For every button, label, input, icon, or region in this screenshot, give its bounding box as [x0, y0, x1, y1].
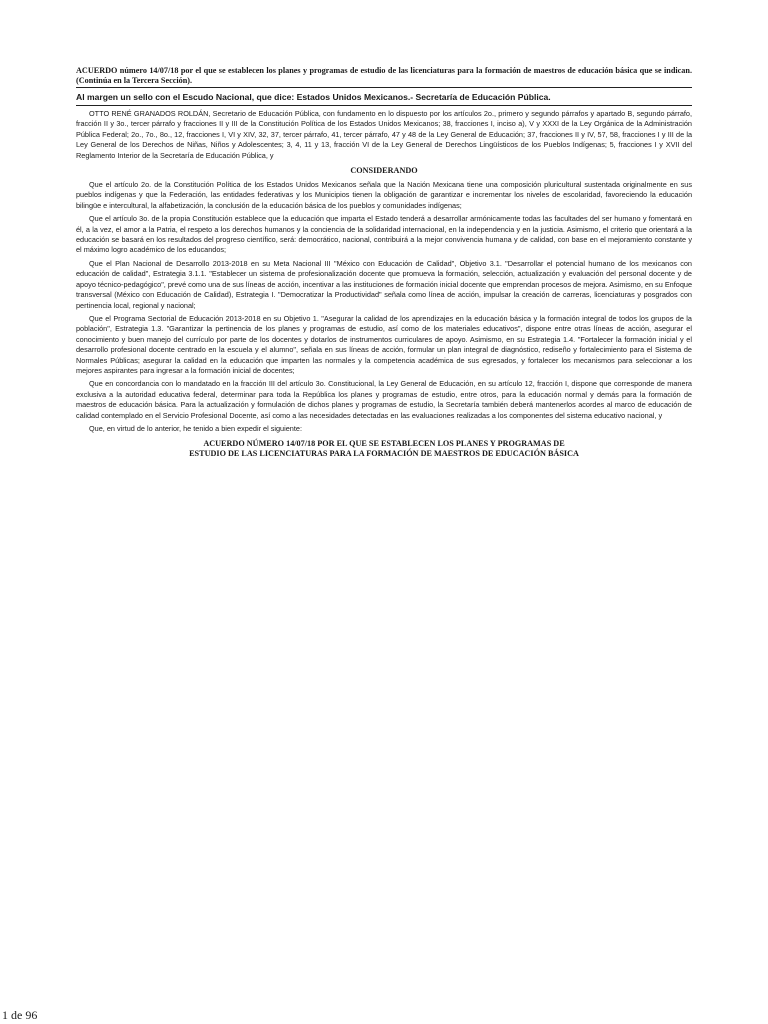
considerando-paragraph: Que el Plan Nacional de Desarrollo 2013-2018 en su Meta Nacional III "México con Educación de Calidad", Objetivo 3.1. "Desarrollar el potencial humano de los mexicanos con educación de calidad", Estrategia 3.1.1. "Establecer un sistema de profesionalización docente que promueva la formación, selección, actualización y evaluación del personal docente y de apoyo técnico-pedagógico", prevé como una de sus líneas de acción, incentivar a las instituciones de formación inicial docente que emprendan procesos de mejora. Asimismo, en su Enfoque transversal (México con Educación de Calidad), Estrategia I. "Democratizar la Productividad" señala como línea de acción, impulsar la creación de carreras, licenciaturas y posgrados con pertinencia local, regional y nacional;	[76, 258, 692, 310]
considerando-paragraph: Que, en virtud de lo anterior, he tenido a bien expedir el siguiente:	[89, 423, 302, 433]
page-counter: 1 de 96	[2, 1008, 38, 1022]
acuerdo-title-line: ESTUDIO DE LAS LICENCIATURAS PARA LA FORMACIÓN DE MAESTROS DE EDUCACIÓN BÁSICA	[189, 448, 579, 458]
acuerdo-title-line: ACUERDO NÚMERO 14/07/18 POR EL QUE SE ESTABLECEN LOS PLANES Y PROGRAMAS DE	[203, 439, 565, 449]
considerando-paragraph: Que el Programa Sectorial de Educación 2013-2018 en su Objetivo 1. "Asegurar la calidad de los aprendizajes en la educación básica y la formación integral de todos los grupos de la población", Estrategia 1.3. "Garantizar la pertinencia de los planes y programas de estudio, así como de los materiales educativos", dispone entre otras líneas de acción, asegurar el conocimiento y buen manejo del currículo por parte de los docentes y dotarlos de instrumentos curriculares de apoyo. Asimismo, en su Estrategia 1.4. "Fortalecer la formación inicial y el desarrollo profesional docente centrado en la escuela y el alumno", señala en sus líneas de acción, formular un plan integral de diagnóstico, rediseño y fortalecimiento para el Sistema de Normales Públicas; asegurar la calidad en la educación que imparten las normales y la competencia académica de sus egresados, y fortalecer los mecanismos para seleccionar a los mejores aspirantes para ingresar a la formación inicial de docentes;	[76, 313, 692, 375]
acuerdo-title	[76, 439, 692, 458]
considerando-paragraph: Que en concordancia con lo mandatado en la fracción III del artículo 3o. Constitucional, la Ley General de Educación, en su artículo 12, fracción I, dispone que corresponde de manera exclusiva a la autoridad educativa federal, determinar para toda la República los planes y programas de estudio, entre otros, para la educación normal y demás para la formación de maestros de educación básica. Para la actualización y formulación de dichos planes y programas de estudio, la Secretaría también deberá mantenerlos acordes al marco de educación de calidad contemplado en el Servicio Profesional Docente, así como a las necesidades detectadas en las evaluaciones realizadas a los componentes del sistema educativo nacional, y	[76, 379, 692, 420]
considerando-paragraph: Que el artículo 3o. de la propia Constitución establece que la educación que imparta el Estado tenderá a desarrollar armónicamente todas las facultades del ser humano y fomentará en él, a la vez, el amor a la Patria, el respeto a los derechos humanos y la conciencia de la solidaridad internacional, en la independencia y en la justicia. Asimismo, el criterio que orientará a la educación se basará en los resultados del progreso científico, será: democrático, nacional, contribuirá a la mejor convivencia humana y de calidad, con base en el mejoramiento constante y el máximo logro académico de los educandos;	[76, 214, 692, 255]
intro-paragraph: OTTO RENÉ GRANADOS ROLDÁN, Secretario de Educación Pública, con fundamento en lo dispuesto por los artículos 2o., primero y segundo párrafos y apartado B, segundo párrafo, fracción II y 3o., tercer párrafo y fracciones II y III de la Constitución Política de los Estados Unidos Mexicanos; 38, fracciones I, inciso a), V y XXXI de la Ley Orgánica de la Administración Pública Federal; 2o., 7o., 8o., 12, fracciones I, VI y XIV, 32, 37, tercer párrafo, 41, tercer párrafo, 47 y 48 de la Ley General de Educación; 37, fracciones II y IV, 57, 58, fracciones I y III de la Ley General de los Derechos de Niñas, Niños y Adolescentes; 3, 4, 11 y 13, fracción VI de la Ley General de Derechos Lingüísticos de los Pueblos Indígenas; 5, fracciones I y XVII del Reglamento Interior de la Secretaría de Educación Pública, y	[76, 109, 692, 160]
document-heading: ACUERDO número 14/07/18 por el que se establecen los planes y programas de estudio de las licenciaturas para la formación de maestros de educación básica que se indican. (Continúa en la Tercera Sección).	[76, 66, 692, 88]
document-page	[76, 66, 692, 458]
seal-margin-note: Al margen un sello con el Escudo Nacional, que dice: Estados Unidos Mexicanos.- Secretaría de Educación Pública.	[76, 92, 692, 106]
considerando-paragraph: Que el artículo 2o. de la Constitución Política de los Estados Unidos Mexicanos señala que la Nación Mexicana tiene una composición pluricultural sustentada originalmente en sus pueblos indígenas y que la Federación, las entidades federativas y los Municipios tienen la obligación de garantizar e incrementar los niveles de escolaridad, favoreciendo la educación bilingüe e intercultural, la alfabetización, la conclusión de la educación básica de los pueblos y comunidades indígenas;	[76, 180, 692, 210]
considerando-title: CONSIDERANDO	[350, 166, 418, 176]
